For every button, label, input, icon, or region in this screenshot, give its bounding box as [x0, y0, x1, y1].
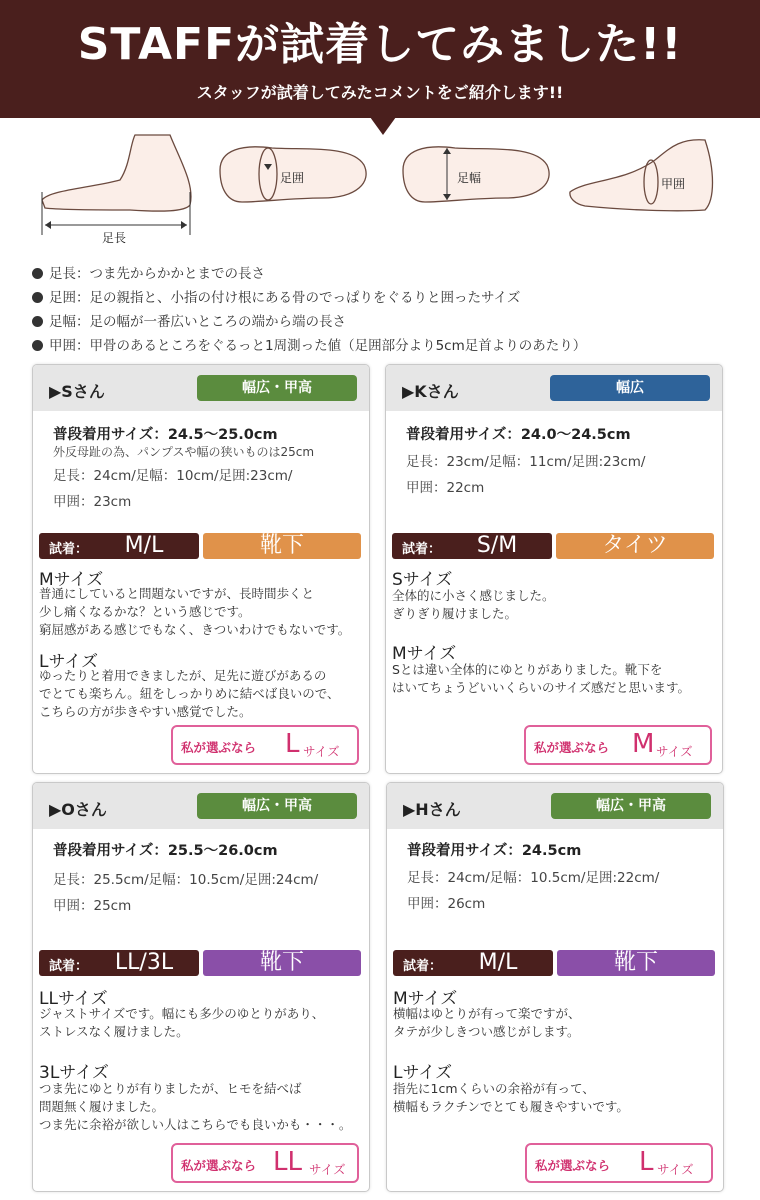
staff-card-s: [32, 364, 370, 774]
staff-name: ▶Sさん: [49, 382, 105, 401]
staff-name: ▶Kさん: [402, 382, 459, 401]
recommendation-box: 私が選ぶなら L サイズ: [525, 1143, 713, 1183]
foot-girth-diagram: [212, 130, 377, 220]
measurements: 足長：25.5cm/足幅：10.5cm/足囲:24cm/ 甲囲：25cm: [53, 872, 319, 914]
card-header: [33, 783, 369, 829]
tried-sizes: M/L: [478, 950, 518, 975]
definition-item: 甲囲：甲骨のあるところをぐるっと1周測った値（足囲部分より5cm足首よりのあたり）: [32, 334, 732, 358]
measurements: 足長：24cm/足幅：10.5cm/足囲:22cm/ 甲囲：26cm: [407, 870, 660, 912]
label-width: 足幅: [457, 171, 482, 185]
try-size-bar: 試着： M/L: [39, 533, 199, 559]
try-size-bar: 試着： LL/3L: [39, 950, 199, 976]
tried-sizes: S/M: [476, 533, 518, 558]
definition-item: 足囲：足の親指と、小指の付け根にある骨のでっぱりをぐるりと囲ったサイズ: [32, 286, 732, 310]
bullet-icon: [32, 316, 43, 327]
worn-item-bar: 靴下: [203, 950, 361, 976]
measurements: 足長：24cm/足幅：10cm/足囲:23cm/ 甲囲：23cm: [53, 468, 293, 510]
card-header: [387, 783, 723, 829]
foot-type-tag: 幅広・甲高: [197, 375, 357, 401]
size-comment: 普通にしていると問題ないですが、長時間歩くと 少し痛くなるかな？という感じです。 窮屈感がある感じでもなく、きついわけでもないです。: [39, 586, 351, 637]
size-heading: Sサイズ: [392, 570, 453, 590]
page-title: STAFFが試着してみました!!: [77, 19, 683, 70]
size-heading: Lサイズ: [393, 1063, 453, 1083]
size-comment: 指先に1cmくらいの余裕が有って、 横幅もラクチンでとても履きやすいです。: [393, 1081, 629, 1114]
try-size-bar: 試着： M/L: [393, 950, 553, 976]
size-heading: Mサイズ: [392, 644, 457, 664]
staff-card-h: [386, 782, 724, 1192]
bullet-icon: [32, 268, 43, 279]
foot-instep-diagram: [565, 130, 730, 220]
label-length: 足長: [102, 231, 127, 245]
recommended-size: L: [639, 1147, 654, 1177]
size-heading: 3Lサイズ: [39, 1063, 109, 1083]
usual-size: 普段着用サイズ：25.5〜26.0cm: [53, 843, 278, 859]
worn-item-bar: 靴下: [203, 533, 361, 559]
staff-card-k: [385, 364, 723, 774]
foot-width-diagram: [395, 130, 560, 220]
label-girth: 足囲: [280, 171, 305, 185]
label-instep: 甲囲: [661, 177, 686, 191]
size-comment: Sとは違い全体的にゆとりがありました。靴下を はいてちょうどいいくらいのサイズ感だと思います。: [392, 662, 691, 695]
try-size-bar: 試着： S/M: [392, 533, 552, 559]
size-heading: Mサイズ: [39, 570, 104, 590]
tried-sizes: LL/3L: [114, 950, 174, 975]
worn-item-bar: 靴下: [557, 950, 715, 976]
recommendation-box: 私が選ぶなら M サイズ: [524, 725, 712, 765]
recommended-size: M: [632, 729, 655, 759]
foot-type-tag: 幅広: [550, 375, 710, 401]
bullet-icon: [32, 340, 43, 351]
recommended-size: L: [285, 729, 300, 759]
recommendation-box: 私が選ぶなら L サイズ: [171, 725, 359, 765]
staff-name: ▶Oさん: [49, 800, 107, 819]
size-comment: 横幅はゆとりが有って楽ですが、 タテが少しきつい感じがします。: [393, 1006, 581, 1039]
card-header: [386, 365, 722, 411]
header-banner: [0, 0, 760, 118]
staff-name: ▶Hさん: [403, 800, 461, 819]
size-heading: Mサイズ: [393, 989, 458, 1009]
foot-type-tag: 幅広・甲高: [551, 793, 711, 819]
usual-size: 普段着用サイズ：24.0〜24.5cm: [406, 427, 631, 443]
size-heading: LLサイズ: [39, 989, 108, 1009]
size-comment: 全体的に小さく感じました。 ぎりぎり履けました。: [392, 588, 555, 621]
staff-card-o: [32, 782, 370, 1192]
bullet-icon: [32, 292, 43, 303]
worn-item-bar: タイツ: [556, 533, 714, 559]
recommendation-box: 私が選ぶなら LL サイズ: [171, 1143, 359, 1183]
card-header: [33, 365, 369, 411]
size-comment: ゆったりと着用できましたが、足先に遊びがあるの でとても楽ちん。紐をしっかりめに結べば良いので、 こちらの方が歩きやすい感覚でした。: [39, 668, 340, 719]
size-comment: つま先にゆとりが有りましたが、ヒモを結べば 問題無く履けました。 つま先に余裕が欲しい人はこちらでも良いかも・・・。: [39, 1081, 352, 1132]
definition-item: 足幅：足の幅が一番広いところの端から端の長さ: [32, 310, 732, 334]
size-heading: Lサイズ: [39, 652, 99, 672]
recommended-size: LL: [273, 1147, 302, 1177]
usual-size-note: 外反母趾の為、パンプスや幅の狭いものは25cm: [53, 445, 315, 459]
measurements: 足長：23cm/足幅：11cm/足囲:23cm/ 甲囲：22cm: [406, 454, 646, 496]
foot-type-tag: 幅広・甲高: [197, 793, 357, 819]
size-comment: ジャストサイズです。幅にも多少のゆとりがあり、 ストレスなく履けました。: [39, 1006, 325, 1039]
usual-size: 普段着用サイズ：24.5cm: [407, 843, 582, 859]
usual-size: 普段着用サイズ：24.5〜25.0cm: [53, 427, 278, 443]
page-subtitle: スタッフが試着してみたコメントをご紹介します!!: [196, 83, 564, 102]
foot-length-diagram: [30, 130, 200, 250]
tried-sizes: M/L: [124, 533, 164, 558]
definition-item: 足長：つま先からかかとまでの長さ: [32, 262, 732, 286]
definitions-list: [32, 262, 732, 358]
